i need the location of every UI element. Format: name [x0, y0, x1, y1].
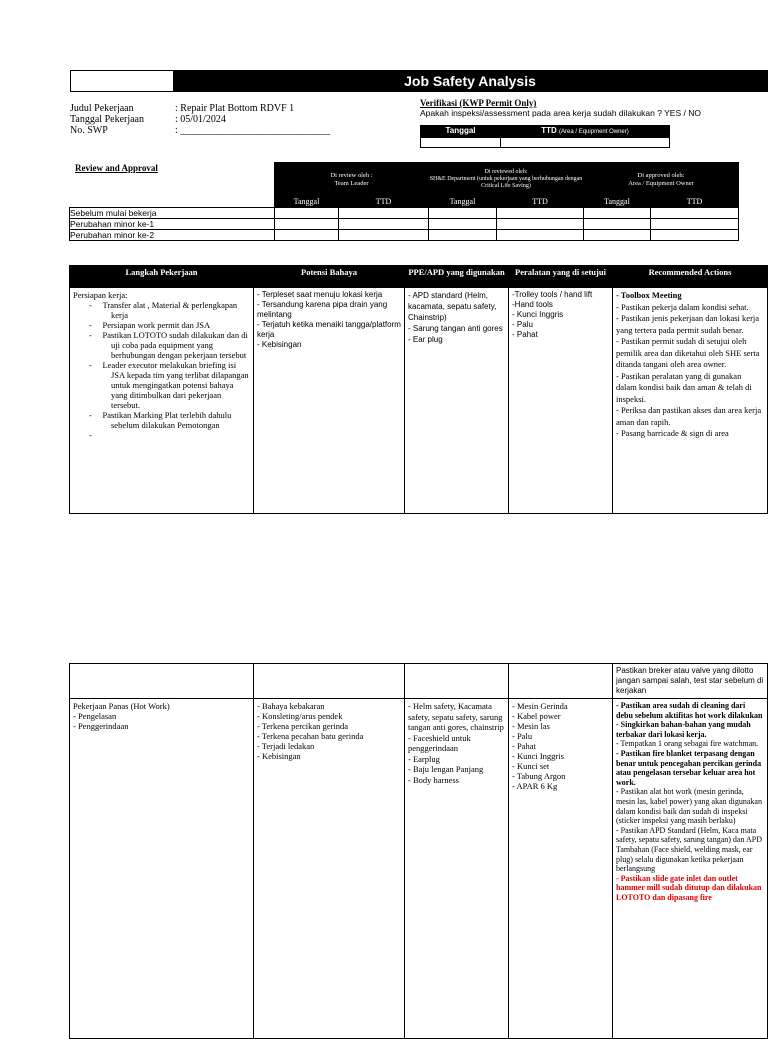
review-cell[interactable]: [497, 208, 584, 219]
list-item: - Penggerindaan: [73, 721, 129, 731]
empty-cell: [405, 664, 509, 699]
review-cell[interactable]: [429, 230, 497, 241]
review-cell[interactable]: [339, 208, 429, 219]
review-cell[interactable]: [275, 208, 339, 219]
s2-potensi-cell: [254, 699, 405, 1039]
list-item: - Mesin Gerinda: [512, 701, 568, 711]
review-ttd-3: TTD: [651, 197, 739, 208]
verification-table: [420, 125, 670, 148]
s2-peralatan-cell: [509, 699, 613, 1039]
list-item: - Pastikan fire blanket terpasang dengan benar untuk pencegahan percikan gerinda atau pengelasan tersebar keluar area hot work.: [616, 748, 762, 787]
list-item: - Pastikan alat hot work (mesin gerinda, mesin las, kabel power) yang akan digunakan dalam kondisi baik dan sudah di inspeksi (sticker inspeksi yang masih berlaku): [616, 787, 762, 826]
list-item: - Pastikan permit sudah di setujui oleh pemilik area dan diketahui oleh SHE serta ditanda tangani oleh area owner.: [616, 336, 760, 369]
swp-label: No. SWP: [70, 125, 108, 136]
review-cell[interactable]: [339, 230, 429, 241]
review-cell[interactable]: [429, 208, 497, 219]
verif-ttd-cell[interactable]: [501, 138, 670, 148]
verif-tanggal-header: Tanggal: [421, 126, 501, 138]
s1-langkah-cell: [70, 288, 254, 514]
list-item: - Terkena percikan gerinda: [257, 721, 349, 731]
review-row: [70, 208, 739, 219]
list-item: - Singkirkan bahan-bahan yang mudah terbakar dari lokasi kerja.: [616, 720, 751, 739]
list-item: - Konsleting/arus pendek: [257, 711, 343, 721]
list-item: - Pastikan peralatan yang di gunakan dalam kondisi baik dan aman & telah di inspeksi.: [616, 370, 752, 404]
list-item: - Terjadi ledakan: [257, 741, 315, 751]
review-cell[interactable]: [651, 219, 739, 230]
header-potensi: Potensi Bahaya: [254, 266, 405, 288]
title-bar: [70, 70, 768, 92]
list-item: - Palu: [512, 731, 533, 741]
list-item: - Pastikan area sudah di cleaning dari debu sebelum aktifitas hot work dilakukan: [616, 701, 763, 720]
list-item: - Pasang barricade & sign di area: [616, 428, 729, 438]
list-item: - APD standard (Helm, kacamata, sepatu safety, Chainstrip): [408, 291, 497, 322]
review-tanggal-3: Tanggal: [584, 197, 651, 208]
list-item: - Terkena pecahan batu gerinda: [257, 731, 364, 741]
review-tanggal-2: Tanggal: [429, 197, 497, 208]
document-title: Job Safety Analysis: [404, 73, 536, 89]
review-ttd-2: TTD: [497, 197, 584, 208]
list-item: - Pastikan LOTOTO sudah dilakukan dan di uji coba pada equipment yang berhubungan dengan pekerjaan tersebut: [89, 330, 248, 360]
review-col-owner: Di approved oleh: Area / Equipment Owner: [584, 163, 739, 197]
list-item: - Terpleset saat menuju lokasi kerja: [257, 290, 383, 299]
list-item: - Pastikan jenis pekerjaan dan lokasi kerja yang tertera pada permit sudah benar.: [616, 313, 760, 335]
s2-ppe-cell: [405, 699, 509, 1039]
review-row: [70, 219, 739, 230]
verif-ttd-header: TTD (Area / Equipment Owner): [501, 126, 670, 138]
judul-label: Judul Pekerjaan: [70, 103, 134, 114]
review-cell[interactable]: [651, 208, 739, 219]
list-item: - Kunci Inggris: [512, 751, 564, 761]
verification-title: Verifikasi (KWP Permit Only): [420, 98, 537, 108]
list-item: -Hand tools: [512, 300, 553, 309]
review-table: [69, 162, 739, 241]
list-item: - Pahat: [512, 741, 536, 751]
review-cell[interactable]: [584, 230, 651, 241]
review-row-label: Perubahan minor ke-1: [70, 219, 275, 230]
s1-potensi-cell: [254, 288, 405, 514]
header-langkah: Langkah Pekerjaan: [70, 266, 254, 288]
list-item: - Kebisingan: [257, 340, 302, 349]
list-item: - Persiapan work permit dan JSA: [89, 320, 211, 330]
header-ppe: PPE/APD yang digunakan: [405, 266, 509, 288]
review-col-teamleader: Di review oleh : Team Leader: [275, 163, 429, 197]
review-row: [70, 230, 739, 241]
list-item: - Kunci Inggris: [512, 310, 564, 319]
list-item: - Tersandung karena pipa drain yang melintang: [257, 300, 388, 319]
review-row-label: Perubahan minor ke-2: [70, 230, 275, 241]
toolbox-meeting: - Toolbox Meeting: [616, 290, 682, 300]
review-title: Review and Approval: [75, 163, 158, 173]
header-peralatan: Peralatan yang di setujui: [509, 266, 613, 288]
s2-top-note: Pastikan breker atau valve yang dilotto jangan sampai salah, test star sebelum di kerjakan: [613, 664, 768, 699]
list-item: - Pastikan Marking Plat terlebih dahulu sebelum dilakukan Pemotongan: [89, 410, 232, 430]
review-cell[interactable]: [429, 219, 497, 230]
list-item: - Sarung tangan anti gores: [408, 324, 503, 333]
job-info: [70, 103, 330, 136]
list-item: - Earplug: [408, 753, 440, 764]
tanggal-label: Tanggal Pekerjaan: [70, 114, 144, 125]
tanggal-value: : 05/01/2024: [175, 114, 226, 125]
list-item: - Pahat: [512, 330, 538, 339]
swp-value: : ______________________________: [175, 125, 331, 136]
review-cell[interactable]: [339, 219, 429, 230]
s1-langkah-title: Persiapan kerja:: [73, 290, 128, 300]
review-cell[interactable]: [584, 208, 651, 219]
review-cell[interactable]: [497, 219, 584, 230]
jsa-table-2: [69, 663, 768, 1039]
review-tanggal-1: Tanggal: [275, 197, 339, 208]
list-item: - Leader executor melakukan briefing isi JSA kepada tim yang terlibat dilapangan untuk mengingatkan potensi bahaya yang ditimbulkan dari pekerjaan tersebut.: [89, 360, 249, 410]
title-blank-cell: [71, 71, 173, 91]
list-item: - Bahaya kebakaran: [257, 701, 325, 711]
s1-recommended-cell: [613, 288, 768, 514]
review-col-she: Di reviewed oleh: SH&E Department (untuk pekerjaan yang berhubungan dengan Critical Life Saving): [429, 163, 584, 197]
list-item: - Kunci set: [512, 761, 550, 771]
list-item: - APAR 6 Kg: [512, 781, 558, 791]
review-cell[interactable]: [275, 230, 339, 241]
review-cell[interactable]: [651, 230, 739, 241]
verification-question: Apakah inspeksi/assessment pada area kerja sudah dilakukan ? YES / NO: [420, 108, 701, 118]
s2-langkah-cell: [70, 699, 254, 1039]
list-item: - Periksa dan pastikan akses dan area kerja aman dan rapih.: [616, 405, 762, 427]
verif-tanggal-cell[interactable]: [421, 138, 501, 148]
list-item: - Terjatuh ketika menaiki tangga/platform kerja: [257, 320, 401, 339]
list-item: - Ear plug: [408, 335, 443, 344]
review-cell[interactable]: [275, 219, 339, 230]
list-item: - Body harness: [408, 774, 459, 785]
list-item: - Pastikan pekerja dalam kondisi sehat.: [616, 301, 749, 312]
list-item: - Kabel power: [512, 711, 561, 721]
list-item: - Faceshield untuk penggerindaan: [408, 732, 471, 753]
list-item: - Pastikan APD Standard (Helm, Kaca mata safety, sepatu safety, sarung tangan) dan APD Tambahan (Face shield, welding mask, ear plug) selalu digunakan ketika pekerjaan berlangsung: [616, 825, 763, 874]
list-item: -Trolley tools / hand lift: [512, 290, 593, 299]
review-ttd-1: TTD: [339, 197, 429, 208]
s1-ppe-cell: [405, 288, 509, 514]
empty-cell: [70, 664, 254, 699]
list-item: - Transfer alat , Material & perlengkapan kerja: [89, 300, 238, 320]
list-item: - Helm safety, Kacamata safety, sepatu safety, sarung tangan anti gores, chainstrip: [408, 701, 504, 732]
list-item: - Pengelasan: [73, 711, 117, 721]
jsa-table-1: [69, 265, 768, 514]
s2-recommended-cell: [613, 699, 768, 1039]
list-item: - Baju lengan Panjang: [408, 764, 484, 774]
review-cell[interactable]: [584, 219, 651, 230]
s1-peralatan-cell: [509, 288, 613, 514]
list-item: - Tabung Argon: [512, 771, 566, 781]
list-item: -: [89, 430, 92, 440]
list-item: Pekerjaan Panas (Hot Work): [73, 701, 170, 711]
list-item: - Tempatkan 1 orang sebagai fire watchman.: [616, 739, 759, 749]
empty-cell: [509, 664, 613, 699]
header-recommended: Recommended Actions: [613, 266, 768, 288]
review-row-label: Sebelum mulai bekerja: [70, 208, 275, 219]
judul-value: : Repair Plat Bottom RDVF 1: [175, 103, 295, 114]
empty-cell: [254, 664, 405, 699]
verification-block: [420, 98, 768, 148]
review-cell[interactable]: [497, 230, 584, 241]
list-item: - Pastikan slide gate inlet dan outlet hammer mill sudah ditutup dan dilakukan LOTOTO dan dipasang fire: [616, 873, 762, 902]
list-item: - Mesin las: [512, 721, 550, 731]
list-item: - Kebisingan: [257, 751, 301, 761]
list-item: - Palu: [512, 320, 533, 329]
